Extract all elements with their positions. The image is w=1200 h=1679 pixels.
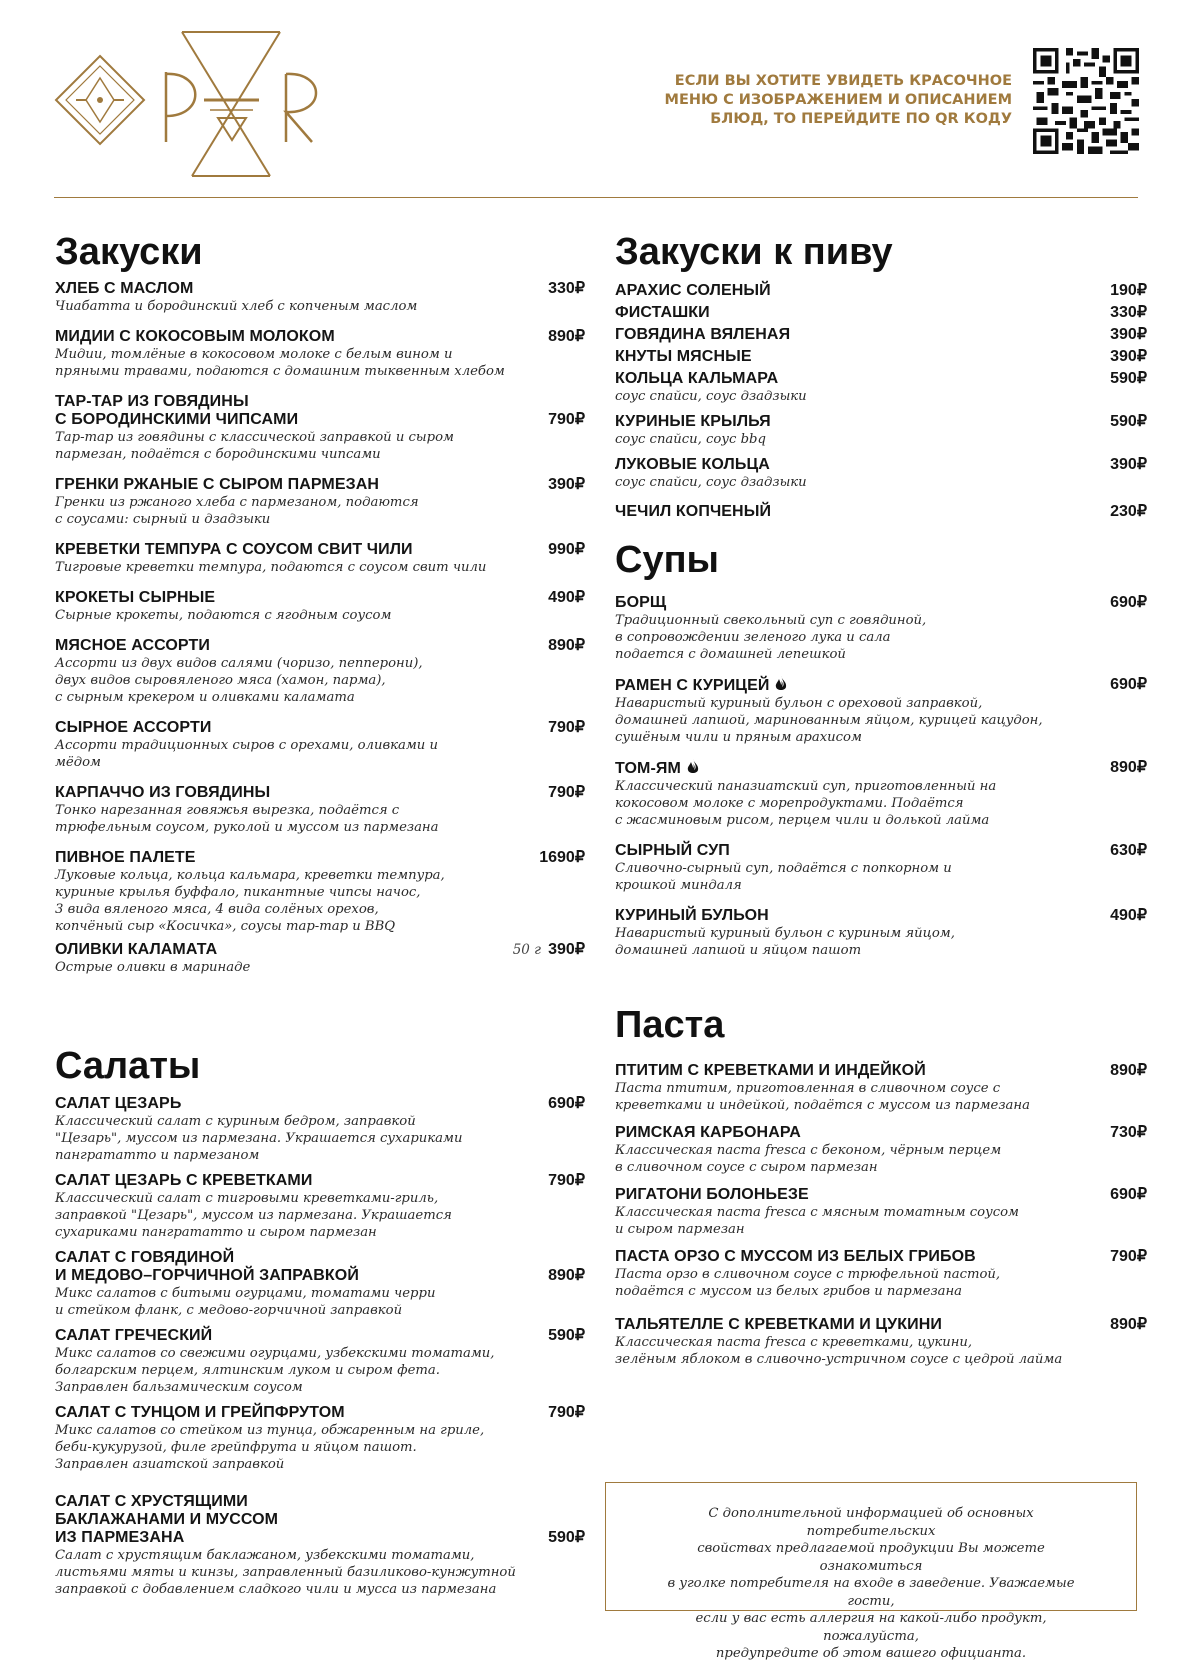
spicy-flame-icon: [687, 759, 699, 775]
menu-item-name-text: ТОМ-ЯМ: [615, 760, 681, 777]
menu-item-price: 630₽: [1110, 842, 1147, 859]
menu-item-name-text: ПТИТИМ С КРЕВЕТКАМИ И ИНДЕЙКОЙ: [615, 1062, 926, 1079]
menu-item-name: [615, 842, 1147, 860]
menu-item-price: 590₽: [1110, 370, 1147, 387]
menu-item-name: [55, 476, 585, 494]
menu-item-name-text: САЛАТ С ХРУСТЯЩИМИ БАКЛАЖАНАМИ И МУССОМ ИЗ ПАРМЕЗАНА: [55, 1493, 279, 1546]
menu-item-name-text: ЛУКОВЫЕ КОЛЬЦА: [615, 456, 770, 473]
menu-item-description: Классическая паста fresca с беконом, чёрным перцем в сливочном соусе с сыром пармезан: [615, 1143, 1002, 1175]
menu-item-weight: 50 г: [512, 942, 541, 958]
header-divider: [54, 197, 1138, 198]
menu-item-name: [55, 1095, 585, 1113]
menu-item-name: [615, 594, 1147, 612]
menu-item-name-text: САЛАТ ЦЕЗАРЬ: [55, 1095, 182, 1112]
menu-item-name-text: САЛАТ С ГОВЯДИНОЙ И МЕДОВО–ГОРЧИЧНОЙ ЗАПРАВКОЙ: [55, 1249, 359, 1284]
menu-item: [55, 1095, 585, 1164]
menu-item: [55, 784, 585, 836]
menu-item-name: [55, 393, 585, 429]
menu-item-name-text: КРОКЕТЫ СЫРНЫЕ: [55, 589, 216, 606]
menu-item: [55, 589, 585, 624]
svg-text:PAR: PAR: [231, 170, 233, 171]
menu-item-description: Острые оливки в маринаде: [55, 960, 251, 975]
menu-item-name: [615, 304, 1147, 322]
brand-logo: [54, 30, 324, 180]
menu-item: [55, 719, 585, 771]
menu-item-name-text: КУРИНЫЙ БУЛЬОН: [615, 907, 769, 924]
menu-item-name: [615, 370, 1147, 388]
menu-item-name-text: САЛАТ ЦЕЗАРЬ С КРЕВЕТКАМИ: [55, 1172, 313, 1189]
menu-item: [55, 1327, 585, 1396]
menu-item-price: 690₽: [1110, 594, 1147, 611]
menu-item-price: 590₽: [1110, 413, 1147, 430]
menu-item-name: [615, 1124, 1147, 1142]
menu-item-name-text: ПАСТА ОРЗО С МУССОМ ИЗ БЕЛЫХ ГРИБОВ: [615, 1248, 976, 1265]
menu-item-name-text: ФИСТАШКИ: [615, 304, 710, 321]
menu-item-price: 890₽: [548, 328, 585, 345]
section-title: Супы: [615, 539, 719, 581]
menu-item-price: 790₽: [548, 1404, 585, 1421]
menu-item-name: [55, 849, 585, 867]
menu-item-name-text: ЧЕЧИЛ КОПЧЕНЫЙ: [615, 503, 772, 520]
menu-item-name: [55, 541, 585, 559]
menu-item-price: 790₽: [548, 411, 585, 428]
menu-item: [615, 1316, 1147, 1368]
menu-item-name: [615, 1062, 1147, 1080]
menu-item-price: 490₽: [548, 589, 585, 606]
spicy-flame-icon: [775, 676, 787, 692]
menu-item-description: соус спайси, соус дзадзыки: [615, 389, 807, 404]
menu-item-description: Сливочно-сырный суп, подаётся с попкорном и крошкой миндаля: [615, 861, 952, 893]
menu-item-price: 390₽: [1110, 456, 1147, 473]
menu-item-description: Луковые кольца, кольца кальмара, креветки темпура, куриные крылья буффало, пикантные чипсы начос, 3 вида вяленого мяса, 4 вида солёных орехов, копчёный сыр «Косичка», соусы тар-тар и BBQ: [55, 868, 445, 934]
menu-item: [55, 1404, 585, 1473]
menu-item-description: Классическая паста fresca с мясным томатным соусом и сыром пармезан: [615, 1205, 1019, 1237]
menu-item-name-text: КУРИНЫЕ КРЫЛЬЯ: [615, 413, 771, 430]
menu-item-description: Тар-тар из говядины с классической заправкой и сыром пармезан, подаётся с бородинскими чипсами: [55, 430, 454, 462]
menu-item: [615, 503, 1147, 521]
menu-item-name: [615, 503, 1147, 521]
menu-item: [615, 1186, 1147, 1238]
menu-item-price: 1690₽: [539, 849, 585, 866]
menu-item-name: [55, 637, 585, 655]
section-title: Паста: [615, 1004, 725, 1046]
menu-item-name-text: ХЛЕБ С МАСЛОМ: [55, 280, 194, 297]
section-zakuski-k-pivu: [615, 230, 1147, 274]
menu-item-name: [55, 280, 585, 298]
menu-item-name-text: ТАР-ТАР ИЗ ГОВЯДИНЫ С БОРОДИНСКИМИ ЧИПСАМИ: [55, 393, 299, 428]
menu-item-description: Сырные крокеты, подаются с ягодным соусом: [55, 608, 392, 623]
menu-item-description: Гренки из ржаного хлеба с пармезаном, подаются с соусами: сырный и дзадзыки: [55, 495, 419, 527]
section-pasta: [615, 1003, 1147, 1047]
menu-item-name-text: ОЛИВКИ КАЛАМАТА: [55, 941, 218, 958]
menu-item-name-text: ПИВНОЕ ПАЛЕТЕ: [55, 849, 196, 866]
menu-item-name: [615, 348, 1147, 366]
menu-item: [615, 456, 1147, 491]
menu-item-name: [615, 413, 1147, 431]
menu-item-name: [615, 907, 1147, 925]
menu-item: [55, 1493, 585, 1598]
qr-promo-text: ЕСЛИ ВЫ ХОТИТЕ УВИДЕТЬ КРАСОЧНОЕ МЕНЮ С ИЗОБРАЖЕНИЕМ И ОПИСАНИЕМ БЛЮД, ТО ПЕРЕЙДИТЕ ПО QR КОДУ: [664, 73, 1012, 127]
menu-item-name: [55, 1327, 585, 1345]
menu-item: [55, 328, 585, 380]
menu-item: [55, 476, 585, 528]
menu-item-description: Микс салатов со свежими огурцами, узбекскими томатами, болгарским перцем, ялтинским луком и сыром фета. Заправлен бальзамическим соусом: [55, 1346, 495, 1395]
menu-item-price: 890₽: [548, 1267, 585, 1284]
menu-item-price: 390₽: [548, 941, 585, 958]
menu-item-description: Тигровые креветки темпура, подаются с соусом свит чили: [55, 560, 487, 575]
menu-item: [615, 594, 1147, 663]
menu-item-name-text: РИГАТОНИ БОЛОНЬЕЗЕ: [615, 1186, 809, 1203]
menu-item-name-text: АРАХИС СОЛЕНЫЙ: [615, 282, 771, 299]
menu-item-price: 790₽: [548, 719, 585, 736]
menu-item-price: 390₽: [548, 476, 585, 493]
menu-item-price: 390₽: [1110, 326, 1147, 343]
menu-item-name: [55, 1404, 585, 1422]
menu-item: [55, 393, 585, 463]
menu-item-description: Микс салатов с битыми огурцами, томатами черри и стейком фланк, с медово-горчичной заправкой: [55, 1286, 436, 1318]
menu-item-name-text: РАМЕН С КУРИЦЕЙ: [615, 677, 770, 694]
menu-item-description: Классическая паста fresca с креветками, цукини, зелёным яблоком в сливочно-устричном соусе с цедрой лайма: [615, 1335, 1063, 1367]
menu-item-name: [615, 326, 1147, 344]
menu-item-description: Тонко нарезанная говяжья вырезка, подаётся с трюфельным соусом, руколой и муссом из пармезана: [55, 803, 439, 835]
menu-item-price: 730₽: [1110, 1124, 1147, 1141]
menu-item-name-text: СЫРНОЕ АССОРТИ: [55, 719, 212, 736]
menu-item-name-text: ГРЕНКИ РЖАНЫЕ С СЫРОМ ПАРМЕЗАН: [55, 476, 380, 493]
section-title: Салаты: [55, 1045, 201, 1087]
menu-item: [615, 326, 1147, 344]
menu-item: [615, 1062, 1147, 1114]
menu-item-name: [55, 1249, 585, 1285]
menu-item-price: 330₽: [548, 280, 585, 297]
menu-item-name: [615, 759, 1147, 778]
menu-item-name: [615, 1248, 1147, 1266]
menu-item-name-text: КАРПАЧЧО ИЗ ГОВЯДИНЫ: [55, 784, 271, 801]
menu-item: [615, 759, 1147, 829]
menu-item-price: 790₽: [548, 1172, 585, 1189]
menu-item: [55, 1249, 585, 1319]
menu-item-price: 590₽: [548, 1327, 585, 1344]
menu-item-name-text: БОРЩ: [615, 594, 667, 611]
menu-item: [615, 304, 1147, 322]
menu-item-price: 330₽: [1110, 304, 1147, 321]
menu-item-price: 490₽: [1110, 907, 1147, 924]
menu-item-description: соус спайси, соус дзадзыки: [615, 475, 807, 490]
section-zakuski-items: [55, 280, 585, 976]
menu-item-name: [615, 676, 1147, 695]
menu-item-name-text: САЛАТ С ТУНЦОМ И ГРЕЙПФРУТОМ: [55, 1404, 345, 1421]
menu-item-description: Наваристый куриный бульон с куриным яйцом, домашней лапшой и яйцом пашот: [615, 926, 955, 958]
consumer-info-text: С дополнительной информацией об основных потребительских свойствах предлагаемой продукции Вы можете ознакомиться в уголке потребителя на входе в заведение. Уважаемые гости, если у вас есть аллергия на какой-либо продукт, пожалуйста, предупредите об этом вашего официанта.: [667, 1506, 1075, 1661]
menu-item-name-text: КРЕВЕТКИ ТЕМПУРА С СОУСОМ СВИТ ЧИЛИ: [55, 541, 413, 558]
menu-item-name: [615, 1186, 1147, 1204]
menu-item-name-text: СЫРНЫЙ СУП: [615, 842, 730, 859]
menu-item-name-text: КНУТЫ МЯСНЫЕ: [615, 348, 752, 365]
menu-item-price: 690₽: [1110, 676, 1147, 693]
menu-item-name-text: КОЛЬЦА КАЛЬМАРА: [615, 370, 779, 387]
menu-item-price: 890₽: [1110, 759, 1147, 776]
menu-item-name: [55, 328, 585, 346]
menu-item-name: [615, 282, 1147, 300]
menu-item-description: Классический салат с тигровыми креветками-гриль, заправкой "Цезарь", муссом из пармезана. Украшается сухариками пангрататто и сыром пармезан: [55, 1191, 452, 1240]
menu-item: [615, 676, 1147, 746]
menu-item-description: Салат с хрустящим баклажаном, узбекскими томатами, листьями мяты и кинзы, заправленный базиликово-кунжутной заправкой с добавлением сладкого чили и мусса из пармезана: [55, 1548, 516, 1597]
menu-item-price: 890₽: [1110, 1062, 1147, 1079]
menu-item-price: 190₽: [1110, 282, 1147, 299]
menu-item-price: 690₽: [1110, 1186, 1147, 1203]
section-supy: [615, 538, 1147, 582]
menu-item-description: Классический паназиатский суп, приготовленный на кокосовом молоке с морепродуктами. Подаётся с жасминовым рисом, перцем чили и долькой лайма: [615, 779, 997, 828]
section-salaty: [55, 1044, 585, 1088]
menu-item-name-text: МЯСНОЕ АССОРТИ: [55, 637, 210, 654]
menu-item: [615, 348, 1147, 366]
menu-item-description: Паста орзо в сливочном соусе с трюфельной пастой, подаётся с муссом из белых грибов и пармезана: [615, 1267, 1001, 1299]
menu-item-description: Микс салатов со стейком из тунца, обжаренным на гриле, беби-кукурузой, филе грейпфрута и яйцом пашот. Заправлен азиатской заправкой: [55, 1423, 485, 1472]
menu-item: [55, 280, 585, 315]
menu-item: [615, 282, 1147, 300]
menu-item: [615, 1248, 1147, 1300]
menu-item-description: Паста птитим, приготовленная в сливочном соусе с креветками и индейкой, подаётся с муссом из пармезана: [615, 1081, 1030, 1113]
menu-item-name-text: САЛАТ ГРЕЧЕСКИЙ: [55, 1327, 213, 1344]
menu-item: [55, 541, 585, 576]
menu-item-description: Ассорти традиционных сыров с орехами, оливками и мёдом: [55, 738, 438, 770]
menu-item-price: 690₽: [548, 1095, 585, 1112]
menu-item-price: 990₽: [548, 541, 585, 558]
menu-item-description: Классический салат с куриным бедром, заправкой "Цезарь", муссом из пармезана. Украшается сухариками пангрататто и пармезаном: [55, 1114, 463, 1163]
section-salaty-items: [55, 1095, 585, 1598]
menu-item: [615, 1124, 1147, 1176]
menu-item: [615, 842, 1147, 894]
qr-code-icon[interactable]: [1033, 48, 1139, 154]
menu-item-price: 790₽: [548, 784, 585, 801]
menu-item-name: [55, 941, 585, 959]
menu-item-description: Ассорти из двух видов салями (чоризо, пепперони), двух видов сыровяленого мяса (хамон, парма), с сырным крекером и оливками каламата: [55, 656, 423, 705]
menu-item: [55, 637, 585, 706]
menu-item-price: 790₽: [1110, 1248, 1147, 1265]
menu-item-description: Наваристый куриный бульон с ореховой заправкой, домашней лапшой, маринованным яйцом, курицей кацудон, сушёным чили и пряным арахисом: [615, 696, 1043, 745]
menu-item-name: [55, 589, 585, 607]
menu-item-name-text: ГОВЯДИНА ВЯЛЕНАЯ: [615, 326, 791, 343]
menu-item-name: [615, 1316, 1147, 1334]
section-zakuski: [55, 230, 585, 274]
menu-item: [615, 907, 1147, 959]
menu-item: [615, 370, 1147, 405]
menu-item-description: Чиабатта и бородинский хлеб с копченым маслом: [55, 299, 418, 314]
menu-item-name: [55, 784, 585, 802]
section-pasta-items: [615, 1062, 1147, 1368]
menu-item: [55, 1172, 585, 1241]
menu-item: [55, 849, 585, 935]
menu-item-name: [55, 1172, 585, 1190]
menu-item-name: [55, 719, 585, 737]
menu-item-description: соус спайси, соус bbq: [615, 432, 766, 447]
menu-item-price: 230₽: [1110, 503, 1147, 520]
menu-item-name-text: РИМСКАЯ КАРБОНАРА: [615, 1124, 801, 1141]
section-title: Закуски: [55, 231, 203, 273]
menu-item-description: Традиционный свекольный суп с говядиной, в сопровождении зеленого лука и сала подается с домашней лепешкой: [615, 613, 927, 662]
menu-item-price: 890₽: [1110, 1316, 1147, 1333]
menu-item-price: 890₽: [548, 637, 585, 654]
menu-item-name: [55, 1493, 585, 1547]
menu-item-description: Мидии, томлёные в кокосовом молоке с белым вином и пряными травами, подаются с домашним тыквенным хлебом: [55, 347, 505, 379]
menu-item: [615, 413, 1147, 448]
menu-item-price: 590₽: [548, 1529, 585, 1546]
menu-item: [55, 941, 585, 976]
consumer-info-note: [605, 1482, 1137, 1661]
section-title: Закуски к пиву: [615, 231, 893, 273]
menu-item-price: 390₽: [1110, 348, 1147, 365]
menu-item-name-text: МИДИИ С КОКОСОВЫМ МОЛОКОМ: [55, 328, 335, 345]
menu-item-name: [615, 456, 1147, 474]
section-zakuski-k-pivu-items: [615, 282, 1147, 521]
section-supy-items: [615, 594, 1147, 959]
menu-item-name-text: ТАЛЬЯТЕЛЛЕ С КРЕВЕТКАМИ И ЦУКИНИ: [615, 1316, 942, 1333]
